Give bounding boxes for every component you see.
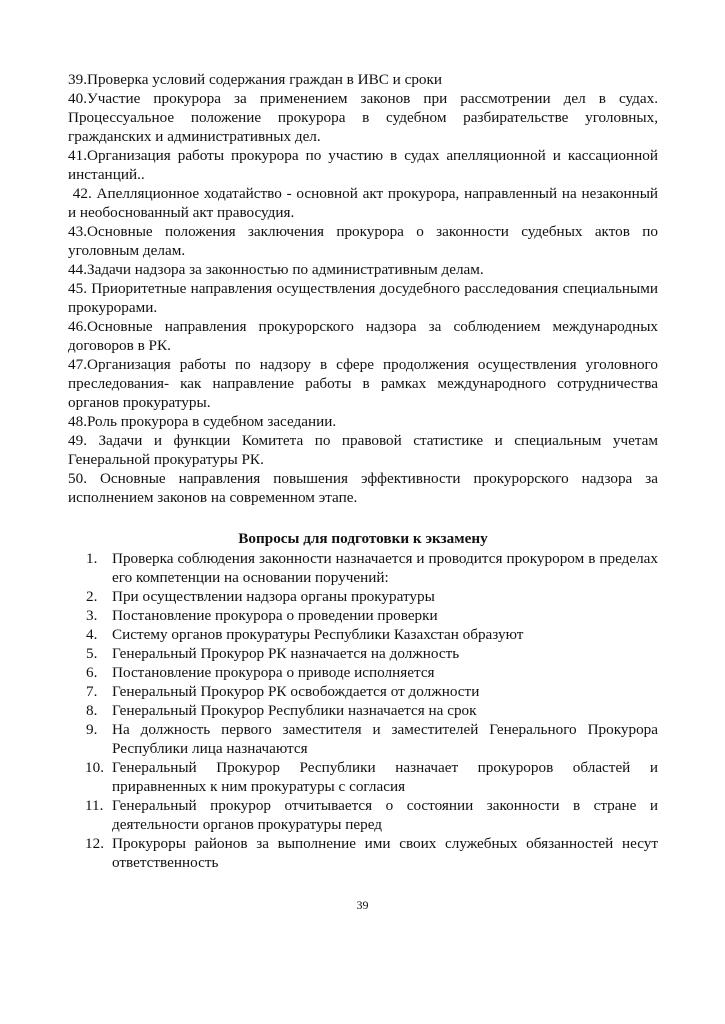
item-text: Проверка соблюдения законности назначается и проводится прокурором в пределах его компетенции на основании поручений: bbox=[112, 550, 658, 586]
question-text: Приоритетные направления осуществления досудебного расследования специальными прокурорами. bbox=[68, 280, 662, 316]
item-number: 10. bbox=[85, 759, 104, 776]
numbered-questions-list bbox=[68, 70, 662, 507]
question-43 bbox=[68, 222, 658, 260]
question-45 bbox=[68, 279, 662, 317]
question-47 bbox=[68, 355, 658, 412]
item-number: 1. bbox=[86, 550, 98, 567]
item-text: На должность первого заместителя и заместителей Генерального Прокурора Республики лица назначаются bbox=[112, 721, 658, 757]
question-number: 41. bbox=[68, 147, 87, 164]
list-item bbox=[68, 758, 658, 796]
item-number: 9. bbox=[86, 721, 98, 738]
question-number: 45. bbox=[68, 280, 92, 297]
question-text: Участие прокурора за применением законов при рассмотрении дел в судах. Процессуальное положение прокурора в судебном разбирательстве уголовных, гражданских и административных дел. bbox=[68, 90, 658, 145]
question-number: 48. bbox=[68, 413, 87, 430]
list-item bbox=[68, 834, 658, 872]
question-41 bbox=[68, 146, 658, 184]
item-number: 7. bbox=[86, 683, 98, 700]
item-text: Постановление прокурора о проведении проверки bbox=[112, 607, 438, 624]
question-number: 42. bbox=[68, 185, 97, 202]
list-item bbox=[68, 587, 658, 606]
list-item bbox=[68, 682, 658, 701]
question-text: Организация работы прокурора по участию в судах апелляционной и кассационной инстанций.. bbox=[68, 147, 658, 183]
question-text: Задачи и функции Комитета по правовой статистике и специальным учетам Генеральной прокуратуры РК. bbox=[68, 432, 662, 468]
question-number: 49. bbox=[68, 432, 99, 449]
question-number: 39. bbox=[68, 71, 87, 88]
question-text: Организация работы по надзору в сфере продолжения осуществления уголовного преследования- как направление работы в рамках международного сотрудничества органов прокуратуры. bbox=[68, 356, 658, 411]
list-item bbox=[68, 720, 658, 758]
list-item bbox=[68, 606, 658, 625]
list-item bbox=[68, 701, 658, 720]
item-text: Генеральный Прокурор РК освобождается от должности bbox=[112, 683, 480, 700]
question-number: 44. bbox=[68, 261, 87, 278]
item-text: Прокуроры районов за выполнение ими своих служебных обязанностей несут ответственность bbox=[112, 835, 658, 871]
question-40 bbox=[68, 89, 658, 146]
item-number: 12. bbox=[85, 835, 104, 852]
question-39 bbox=[68, 70, 658, 89]
question-46 bbox=[68, 317, 658, 355]
question-text: Роль прокурора в судебном заседании. bbox=[86, 413, 337, 430]
item-number: 8. bbox=[86, 702, 98, 719]
question-number: 43. bbox=[68, 223, 87, 240]
question-42 bbox=[68, 184, 662, 222]
question-text: Основные положения заключения прокурора о законности судебных актов по уголовным делам. bbox=[68, 223, 658, 259]
question-48 bbox=[68, 412, 658, 431]
item-number: 11. bbox=[85, 797, 104, 814]
exam-questions-list bbox=[68, 549, 658, 872]
item-text: Генеральный Прокурор Республики назначает прокуроров областей и приравненных к ним прокуратуры с согласия bbox=[112, 759, 658, 795]
list-item bbox=[68, 644, 658, 663]
question-text: Апелляционное ходатайство - основной акт прокурора, направленный на незаконный и необоснованный акт правосудия. bbox=[68, 185, 662, 221]
item-number: 6. bbox=[86, 664, 98, 681]
question-text: Основные направления повышения эффективности прокурорского надзора за исполнением законов на современном этапе. bbox=[68, 470, 662, 506]
item-number: 5. bbox=[86, 645, 98, 662]
item-number: 2. bbox=[86, 588, 98, 605]
item-text: Постановление прокурора о приводе исполняется bbox=[112, 664, 435, 681]
document-page bbox=[68, 70, 662, 872]
question-44 bbox=[68, 260, 658, 279]
question-49 bbox=[68, 431, 662, 469]
item-number: 4. bbox=[86, 626, 98, 643]
question-text: Задачи надзора за законностью по административным делам. bbox=[86, 261, 484, 278]
item-text: При осуществлении надзора органы прокуратуры bbox=[112, 588, 435, 605]
question-number: 47. bbox=[68, 356, 87, 373]
item-number: 3. bbox=[86, 607, 98, 624]
question-text: Проверка условий содержания граждан в ИВС и сроки bbox=[86, 71, 443, 88]
list-item bbox=[68, 663, 658, 682]
exam-section-heading: Вопросы для подготовки к экзамену bbox=[238, 530, 488, 547]
question-text: Основные направления прокурорского надзора за соблюдением международных договоров в РК. bbox=[68, 318, 658, 354]
question-number: 40. bbox=[68, 90, 87, 107]
item-text: Генеральный прокурор отчитывается о состоянии законности в стране и деятельности органов прокуратуры перед bbox=[112, 797, 658, 833]
list-item bbox=[68, 549, 658, 587]
item-text: Генеральный Прокурор Республики назначается на срок bbox=[112, 702, 477, 719]
item-text: Систему органов прокуратуры Республики Казахстан образуют bbox=[112, 626, 524, 643]
page-number: 39 bbox=[356, 898, 369, 912]
list-item bbox=[68, 625, 658, 644]
list-item bbox=[68, 796, 658, 834]
question-number: 46. bbox=[68, 318, 87, 335]
item-text: Генеральный Прокурор РК назначается на должность bbox=[112, 645, 460, 662]
question-50 bbox=[68, 469, 662, 507]
question-number: 50. bbox=[68, 470, 100, 487]
